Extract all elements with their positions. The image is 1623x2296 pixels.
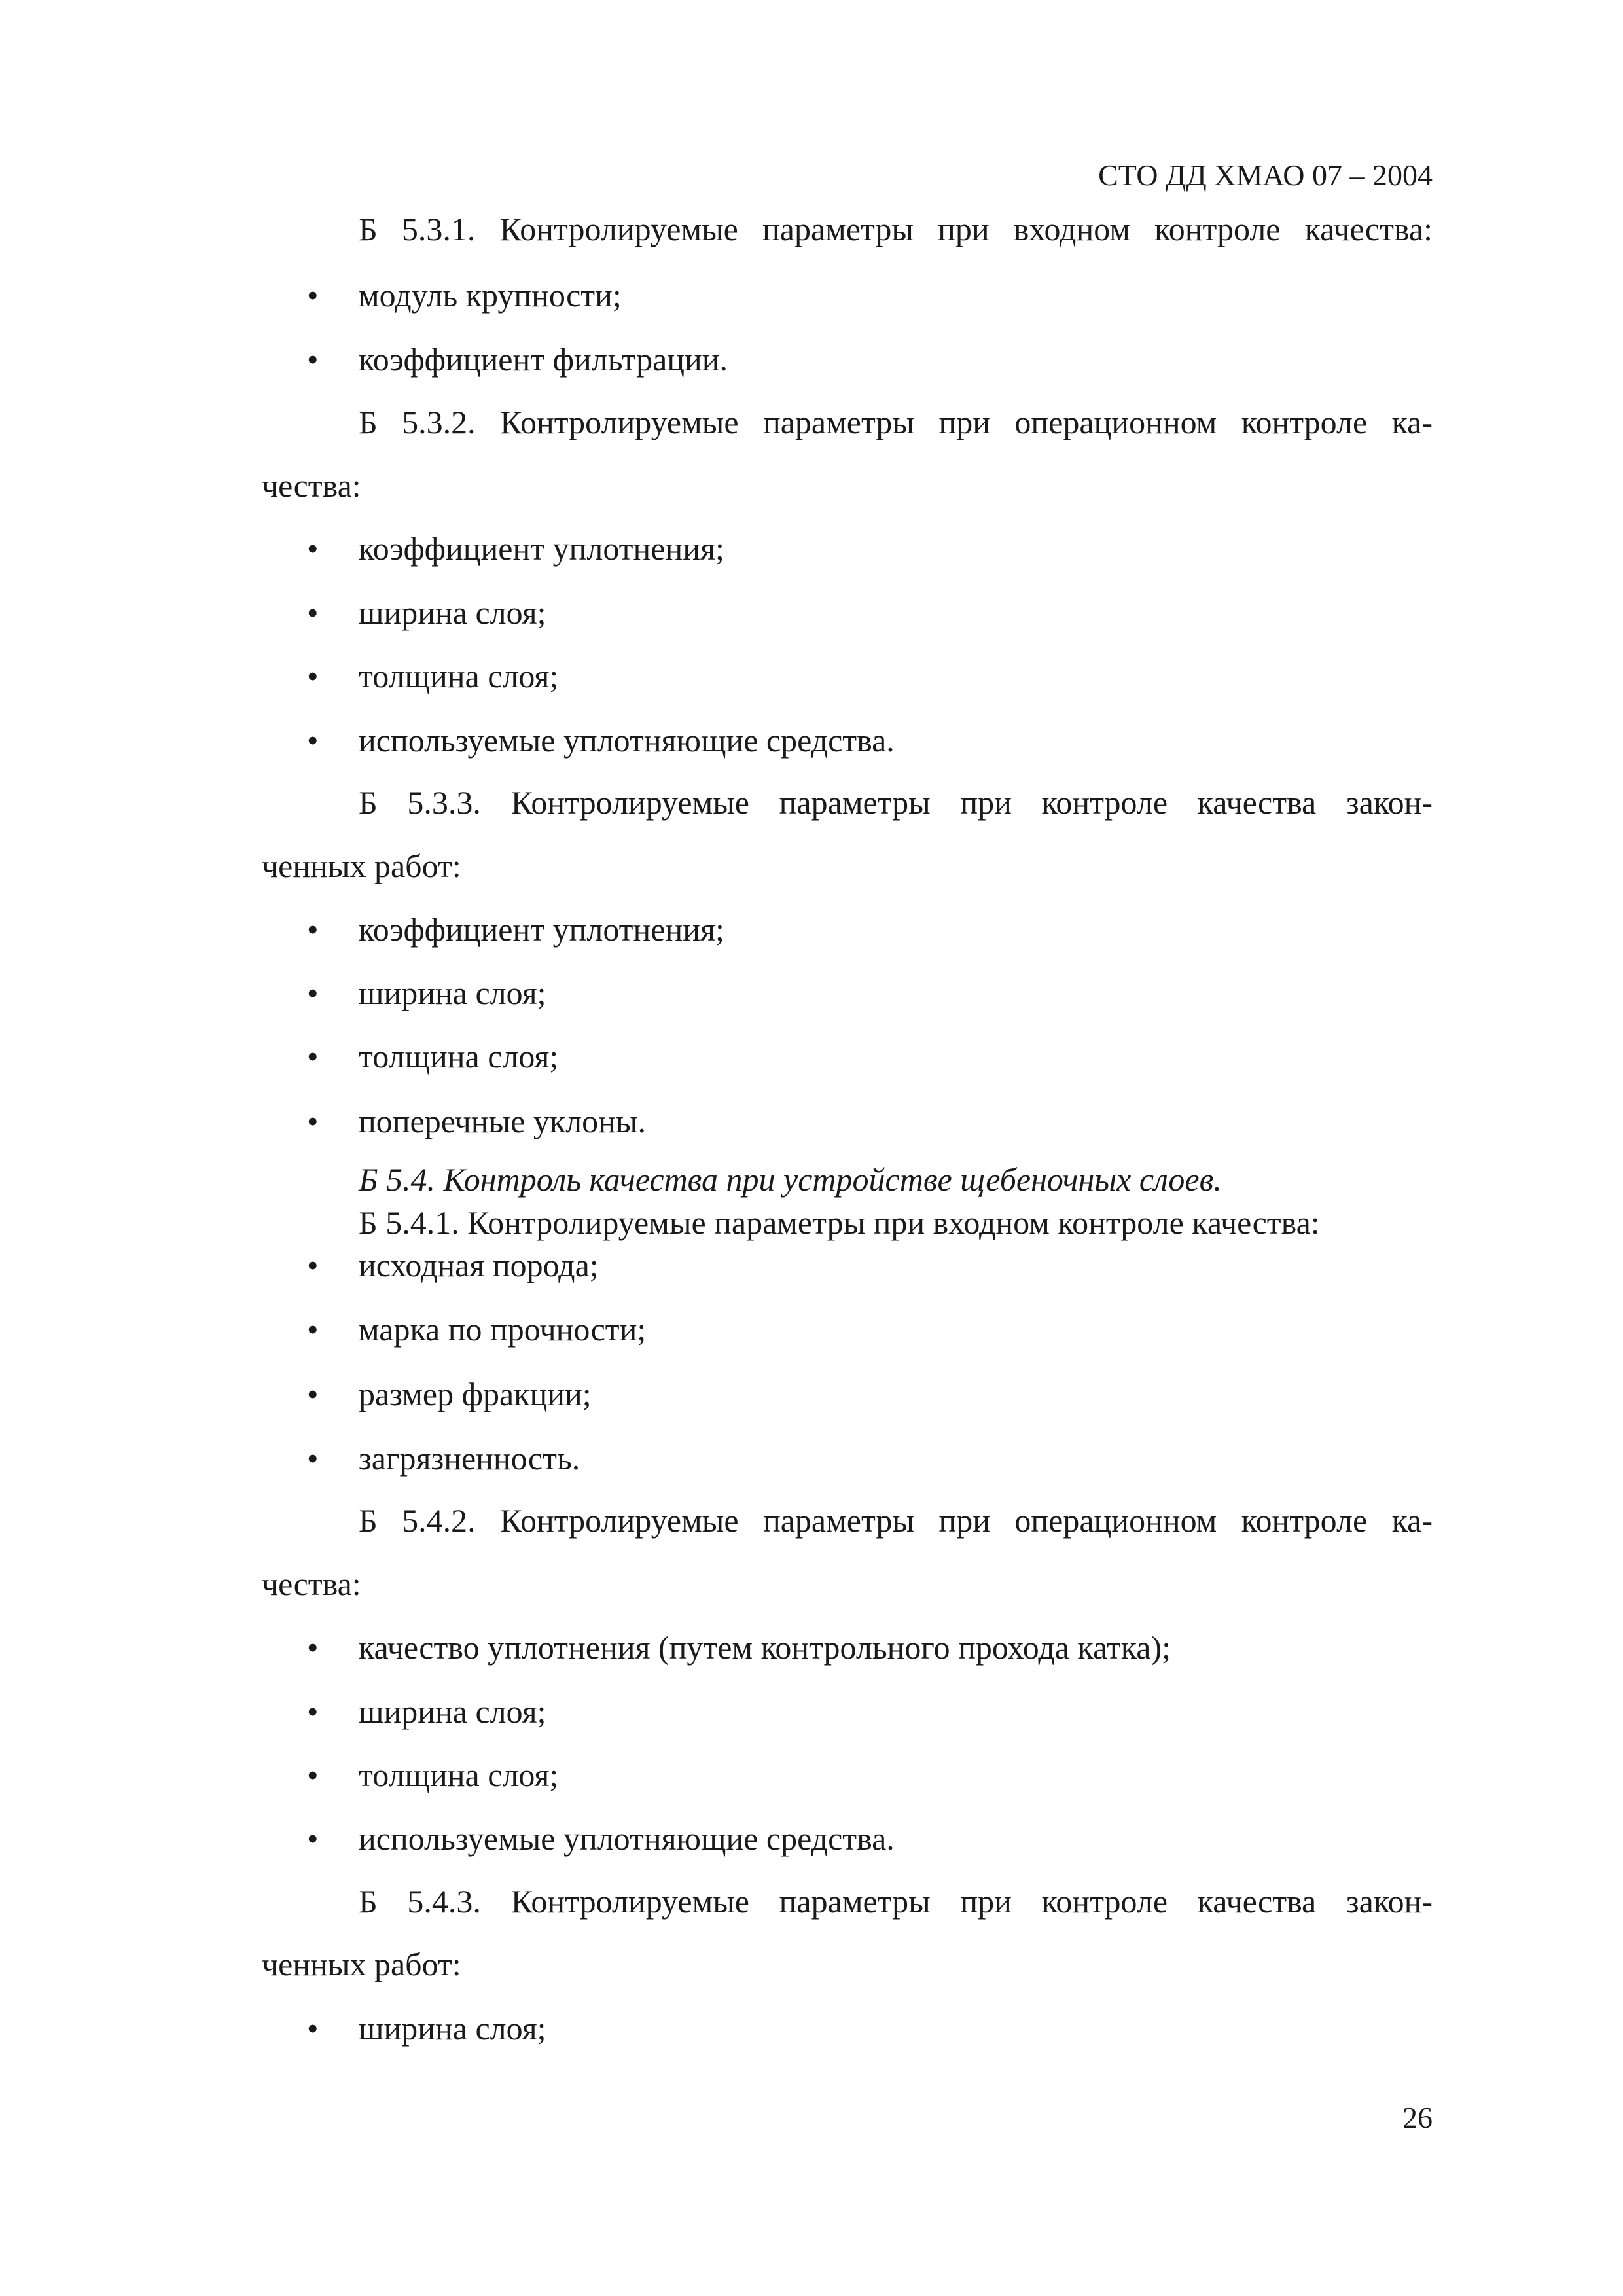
list-item: ширина слоя; xyxy=(359,2010,546,2047)
list-item: коэффициент уплотнения; xyxy=(359,530,724,567)
bullet-glyph: • xyxy=(307,1629,319,1666)
paragraph-5-4-2-line-2: чества: xyxy=(262,1566,361,1602)
list-item: коэффициент фильтрации. xyxy=(359,341,728,378)
paragraph-5-3-3-line-2: ченных работ: xyxy=(262,848,461,884)
list-item: толщина слоя; xyxy=(359,1757,559,1793)
section-heading-5-4: Б 5.4. Контроль качества при устройстве щебеночных слоев. xyxy=(359,1161,1222,1198)
paragraph-5-4-3-line-1: Б 5.4.3. Контролируемые параметры при контроле качества закон- xyxy=(359,1883,1433,1920)
list-item: ширина слоя; xyxy=(359,975,546,1011)
bullet-glyph: • xyxy=(307,658,319,694)
bullet-glyph: • xyxy=(307,341,319,378)
list-item: используемые уплотняющие средства. xyxy=(359,722,895,759)
list-item: толщина слоя; xyxy=(359,1038,559,1075)
paragraph-5-4-1: Б 5.4.1. Контролируемые параметры при входном контроле качества: xyxy=(359,1204,1320,1241)
list-item: используемые уплотняющие средства. xyxy=(359,1820,895,1857)
bullet-glyph: • xyxy=(307,911,319,948)
bullet-glyph: • xyxy=(307,1038,319,1075)
bullet-glyph: • xyxy=(307,1311,319,1348)
bullet-glyph: • xyxy=(307,2010,319,2047)
list-item: ширина слоя; xyxy=(359,594,546,631)
bullet-glyph: • xyxy=(307,975,319,1011)
list-item: модуль крупности; xyxy=(359,277,622,314)
list-item: коэффициент уплотнения; xyxy=(359,911,724,948)
bullet-glyph: • xyxy=(307,277,319,314)
bullet-glyph: • xyxy=(307,1103,319,1139)
paragraph-5-3-2-line-2: чества: xyxy=(262,467,361,504)
list-item: размер фракции; xyxy=(359,1376,592,1412)
bullet-glyph: • xyxy=(307,594,319,631)
bullet-glyph: • xyxy=(307,1440,319,1477)
bullet-glyph: • xyxy=(307,722,319,759)
list-item: марка по прочности; xyxy=(359,1311,647,1348)
bullet-glyph: • xyxy=(307,1693,319,1730)
list-item: качество уплотнения (путем контрольного прохода катка); xyxy=(359,1629,1171,1666)
paragraph-5-3-3-line-1: Б 5.3.3. Контролируемые параметры при контроле качества закон- xyxy=(359,784,1433,821)
list-item: исходная порода; xyxy=(359,1247,599,1283)
list-item: загрязненность. xyxy=(359,1440,580,1477)
bullet-glyph: • xyxy=(307,1376,319,1412)
bullet-glyph: • xyxy=(307,1247,319,1283)
page-number: 26 xyxy=(1402,2101,1433,2134)
bullet-glyph: • xyxy=(307,1757,319,1793)
paragraph-5-3-2-line-1: Б 5.3.2. Контролируемые параметры при операционном контроле ка- xyxy=(359,404,1433,440)
bullet-glyph: • xyxy=(307,530,319,567)
paragraph-5-4-2-line-1: Б 5.4.2. Контролируемые параметры при операционном контроле ка- xyxy=(359,1502,1433,1539)
paragraph-5-3-1: Б 5.3.1. Контролируемые параметры при входном контроле качества: xyxy=(359,211,1433,247)
document-code: СТО ДД ХМАО 07 – 2004 xyxy=(1098,158,1433,192)
paragraph-5-4-3-line-2: ченных работ: xyxy=(262,1946,461,1982)
list-item: поперечные уклоны. xyxy=(359,1103,646,1139)
list-item: толщина слоя; xyxy=(359,658,559,694)
bullet-glyph: • xyxy=(307,1820,319,1857)
list-item: ширина слоя; xyxy=(359,1693,546,1730)
